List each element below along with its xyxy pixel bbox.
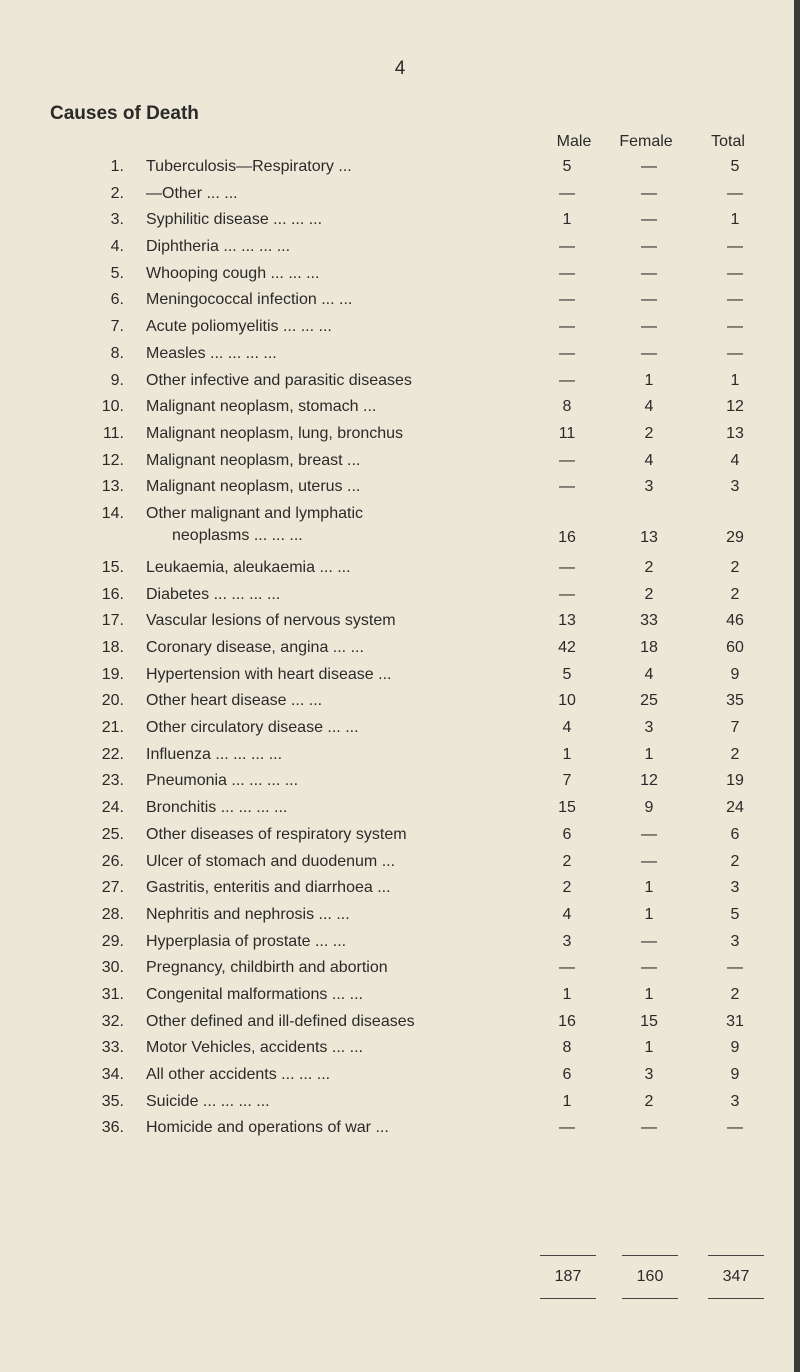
total-value: — — [727, 264, 743, 282]
cause-label: Meningococcal infection ... ... — [146, 291, 353, 309]
total-value: — — [727, 959, 743, 977]
total-value: 2 — [730, 985, 740, 1003]
row-number: 19. — [101, 665, 124, 683]
table-row — [0, 1033, 800, 1060]
row-number: 22. — [101, 745, 124, 763]
page-number: 4 — [394, 58, 406, 79]
table-row — [0, 472, 800, 499]
total-value: 3 — [730, 879, 740, 897]
male-value: 5 — [562, 665, 572, 683]
table-row — [0, 793, 800, 820]
total-value: — — [727, 1119, 743, 1137]
row-number: 17. — [101, 612, 124, 630]
cause-label: Diabetes ... ... ... ... — [146, 585, 281, 603]
female-value: 4 — [644, 665, 654, 683]
male-value: 4 — [562, 719, 572, 737]
male-value: — — [559, 585, 575, 603]
table-row — [0, 660, 800, 687]
total-value: — — [727, 318, 743, 336]
table-row — [0, 339, 800, 366]
female-value: — — [641, 318, 657, 336]
cause-label: Congenital malformations ... ... — [146, 985, 363, 1003]
male-value: 2 — [562, 879, 572, 897]
row-number: 29. — [101, 932, 124, 950]
table-row — [0, 873, 800, 900]
male-value: 15 — [558, 799, 576, 817]
female-value: 3 — [644, 478, 654, 496]
total-value: 46 — [726, 612, 744, 630]
table-row — [0, 927, 800, 954]
male-value: 6 — [562, 825, 572, 843]
cause-label: Homicide and operations of war ... — [146, 1119, 389, 1137]
table-row — [0, 499, 800, 553]
row-number: 4. — [110, 238, 124, 256]
female-value: — — [641, 344, 657, 362]
total-value: 1 — [730, 371, 740, 389]
row-number: 24. — [101, 799, 124, 817]
table-row — [0, 740, 800, 767]
row-number: 1. — [110, 158, 124, 175]
total-value: 2 — [730, 745, 740, 763]
row-number: 33. — [101, 1039, 124, 1057]
section-title: Causes of Death — [50, 103, 199, 124]
female-value: 13 — [640, 528, 658, 546]
female-value: — — [641, 211, 657, 229]
total-value: 5 — [730, 905, 740, 923]
female-value: 1 — [644, 371, 654, 389]
table-row — [0, 179, 800, 206]
table-row — [0, 953, 800, 980]
cause-label: Malignant neoplasm, lung, bronchus — [146, 424, 404, 442]
male-value: — — [559, 291, 575, 309]
female-value: 12 — [640, 772, 658, 790]
table-row — [0, 285, 800, 312]
row-number: 18. — [101, 639, 124, 656]
row-number: 10. — [101, 398, 124, 416]
total-value: 9 — [730, 1039, 740, 1057]
male-value: 16 — [558, 528, 576, 546]
total-rule-top-total — [708, 1255, 764, 1256]
cause-label: Influenza ... ... ... ... — [146, 745, 283, 763]
cause-label: Vascular lesions of nervous system — [146, 612, 396, 630]
cause-label: Other heart disease ... ... — [146, 692, 323, 710]
female-value: — — [641, 264, 657, 282]
table-row — [0, 553, 800, 580]
female-value: 2 — [644, 424, 654, 442]
row-number: 20. — [101, 692, 124, 710]
total-value: 19 — [726, 772, 744, 790]
row-number: 15. — [101, 558, 124, 576]
female-value: — — [641, 1119, 657, 1137]
cause-label: Measles ... ... ... ... — [146, 344, 277, 362]
total-male: 187 — [554, 1268, 582, 1285]
cause-label: Motor Vehicles, accidents ... ... — [146, 1039, 363, 1057]
row-number: 6. — [110, 291, 124, 309]
cause-label: Malignant neoplasm, stomach ... — [146, 398, 377, 416]
total-value: 2 — [730, 852, 740, 870]
table-row — [0, 259, 800, 286]
row-number: 30. — [101, 959, 124, 977]
table-row — [0, 633, 800, 660]
row-number: 21. — [101, 719, 124, 737]
table-row — [0, 980, 800, 1007]
total-value: — — [727, 238, 743, 256]
total-value: 24 — [726, 799, 744, 817]
cause-label: Other diseases of respiratory system — [146, 825, 407, 843]
female-value: 1 — [644, 985, 654, 1003]
cause-label: —Other ... ... — [146, 184, 238, 202]
cause-label: Malignant neoplasm, breast ... — [146, 451, 361, 469]
total-value: 12 — [726, 398, 744, 416]
row-number: 32. — [101, 1012, 124, 1030]
female-value: 15 — [640, 1012, 658, 1030]
cause-label: Gastritis, enteritis and diarrhoea ... — [146, 879, 391, 897]
cause-label: Tuberculosis—Respiratory ... — [146, 158, 352, 175]
column-header-female: Female — [619, 133, 673, 150]
total-rule-top-male — [540, 1255, 596, 1256]
total-value: 35 — [726, 692, 744, 710]
row-number: 12. — [101, 451, 124, 469]
cause-label — [146, 503, 536, 547]
cause-label-line1: Other malignant and lymphatic — [146, 504, 363, 522]
female-value: — — [641, 238, 657, 256]
total-value: 9 — [730, 1066, 740, 1083]
row-number: 9. — [110, 371, 124, 389]
female-value: 18 — [640, 639, 658, 656]
cause-label: Syphilitic disease ... ... ... — [146, 211, 323, 229]
total-value: — — [727, 291, 743, 309]
table-row — [0, 580, 800, 607]
row-number: 26. — [101, 852, 124, 870]
female-value: — — [641, 959, 657, 977]
total-value: — — [727, 184, 743, 202]
cause-label: Suicide ... ... ... ... — [146, 1092, 270, 1110]
cause-label: Acute poliomyelitis ... ... ... — [146, 318, 332, 336]
row-number: 13. — [101, 478, 124, 496]
male-value: — — [559, 264, 575, 282]
total-value: 5 — [730, 158, 740, 175]
causes-table — [0, 152, 800, 1140]
row-number: 8. — [110, 344, 124, 362]
female-value: 2 — [644, 558, 654, 576]
male-value: 42 — [558, 639, 576, 656]
male-value: 5 — [562, 158, 572, 175]
cause-label: Nephritis and nephrosis ... ... — [146, 905, 350, 923]
female-value: — — [641, 291, 657, 309]
male-value: 6 — [562, 1066, 572, 1083]
total-value: 9 — [730, 665, 740, 683]
total-value: 3 — [730, 478, 740, 496]
total-rule-bottom-female — [622, 1298, 678, 1299]
male-value: 1 — [562, 985, 572, 1003]
female-value: 33 — [640, 612, 658, 630]
total-value: 3 — [730, 932, 740, 950]
cause-label: Leukaemia, aleukaemia ... ... — [146, 558, 351, 576]
male-value: — — [559, 478, 575, 496]
female-value: — — [641, 932, 657, 950]
female-value: 25 — [640, 692, 658, 710]
total-value: 31 — [726, 1012, 744, 1030]
male-value: — — [559, 451, 575, 469]
male-value: 8 — [562, 1039, 572, 1057]
table-row — [0, 446, 800, 473]
male-value: 8 — [562, 398, 572, 416]
row-number: 31. — [101, 985, 124, 1003]
total-value: 3 — [730, 1092, 740, 1110]
table-row — [0, 152, 800, 179]
male-value: 10 — [558, 692, 576, 710]
cause-label: Malignant neoplasm, uterus ... — [146, 478, 361, 496]
table-row — [0, 847, 800, 874]
female-value: 1 — [644, 745, 654, 763]
row-number: 3. — [110, 211, 124, 229]
row-number: 11. — [102, 424, 124, 442]
table-row — [0, 820, 800, 847]
male-value: 16 — [558, 1012, 576, 1030]
table-row — [0, 205, 800, 232]
total-value: — — [727, 344, 743, 362]
table-row — [0, 686, 800, 713]
cause-label: All other accidents ... ... ... — [146, 1066, 331, 1083]
row-number: 16. — [101, 585, 124, 603]
total-total: 347 — [722, 1268, 750, 1285]
female-value: 2 — [644, 1092, 654, 1110]
cause-label: Hypertension with heart disease ... — [146, 665, 392, 683]
column-header-total: Total — [711, 133, 745, 150]
row-number: 36. — [101, 1119, 124, 1137]
female-value: 2 — [644, 585, 654, 603]
table-row — [0, 1087, 800, 1114]
table-row — [0, 1007, 800, 1034]
table-row — [0, 419, 800, 446]
row-number: 27. — [101, 879, 124, 897]
male-value: 4 — [562, 905, 572, 923]
row-number: 14. — [101, 504, 124, 522]
total-female: 160 — [636, 1268, 664, 1285]
cause-label: Diphtheria ... ... ... ... — [146, 238, 291, 256]
table-row — [0, 232, 800, 259]
female-value: 1 — [644, 879, 654, 897]
male-value: 2 — [562, 852, 572, 870]
female-value: — — [641, 852, 657, 870]
row-number: 25. — [101, 825, 124, 843]
male-value: — — [559, 238, 575, 256]
male-value: 1 — [562, 1092, 572, 1110]
cause-label: Bronchitis ... ... ... ... — [146, 799, 288, 817]
table-row — [0, 766, 800, 793]
table-row — [0, 312, 800, 339]
column-header-male: Male — [556, 133, 592, 150]
cause-label-line2: neoplasms ... ... ... — [172, 526, 303, 544]
cause-label: Pneumonia ... ... ... ... — [146, 772, 299, 790]
row-number: 23. — [101, 772, 124, 790]
row-number: 35. — [101, 1092, 124, 1110]
cause-label: Ulcer of stomach and duodenum ... — [146, 852, 396, 870]
total-value: 60 — [726, 639, 744, 656]
total-value: 7 — [730, 719, 740, 737]
total-value: 1 — [730, 211, 740, 229]
male-value: — — [559, 558, 575, 576]
male-value: — — [559, 959, 575, 977]
table-row — [0, 713, 800, 740]
male-value: — — [559, 371, 575, 389]
male-value: — — [559, 1119, 575, 1137]
male-value: 11 — [558, 424, 576, 442]
female-value: 4 — [644, 398, 654, 416]
female-value: 9 — [644, 799, 654, 817]
cause-label: Other infective and parasitic diseases — [146, 371, 412, 389]
female-value: — — [641, 158, 657, 175]
male-value: 1 — [562, 745, 572, 763]
table-row — [0, 1060, 800, 1087]
cause-label: Whooping cough ... ... ... — [146, 264, 320, 282]
female-value: 3 — [644, 1066, 654, 1083]
female-value: 3 — [644, 719, 654, 737]
row-number: 28. — [101, 905, 124, 923]
male-value: — — [559, 344, 575, 362]
cause-label: Other defined and ill-defined diseases — [146, 1012, 415, 1030]
female-value: 1 — [644, 905, 654, 923]
cause-label: Pregnancy, childbirth and abortion — [146, 959, 388, 977]
female-value: — — [641, 184, 657, 202]
cause-label: Coronary disease, angina ... ... — [146, 639, 364, 656]
table-row — [0, 366, 800, 393]
female-value: 1 — [644, 1039, 654, 1057]
row-number: 34. — [101, 1066, 124, 1083]
cause-label: Hyperplasia of prostate ... ... — [146, 932, 347, 950]
table-row — [0, 392, 800, 419]
row-number: 7. — [110, 318, 124, 336]
cause-label: Other circulatory disease ... ... — [146, 719, 359, 737]
male-value: — — [559, 184, 575, 202]
total-value: 4 — [730, 451, 740, 469]
total-rule-bottom-total — [708, 1298, 764, 1299]
total-value: 2 — [730, 585, 740, 603]
total-rule-top-female — [622, 1255, 678, 1256]
total-value: 6 — [730, 825, 740, 843]
total-value: 2 — [730, 558, 740, 576]
row-number: 2. — [110, 184, 124, 202]
male-value: 7 — [562, 772, 572, 790]
male-value: — — [559, 318, 575, 336]
table-row — [0, 900, 800, 927]
table-row — [0, 606, 800, 633]
male-value: 13 — [558, 612, 576, 630]
female-value: 4 — [644, 451, 654, 469]
total-value: 13 — [726, 424, 744, 442]
total-value: 29 — [726, 528, 744, 546]
male-value: 1 — [562, 211, 572, 229]
total-rule-bottom-male — [540, 1298, 596, 1299]
female-value: — — [641, 825, 657, 843]
table-row — [0, 1113, 800, 1140]
row-number: 5. — [110, 264, 124, 282]
male-value: 3 — [562, 932, 572, 950]
